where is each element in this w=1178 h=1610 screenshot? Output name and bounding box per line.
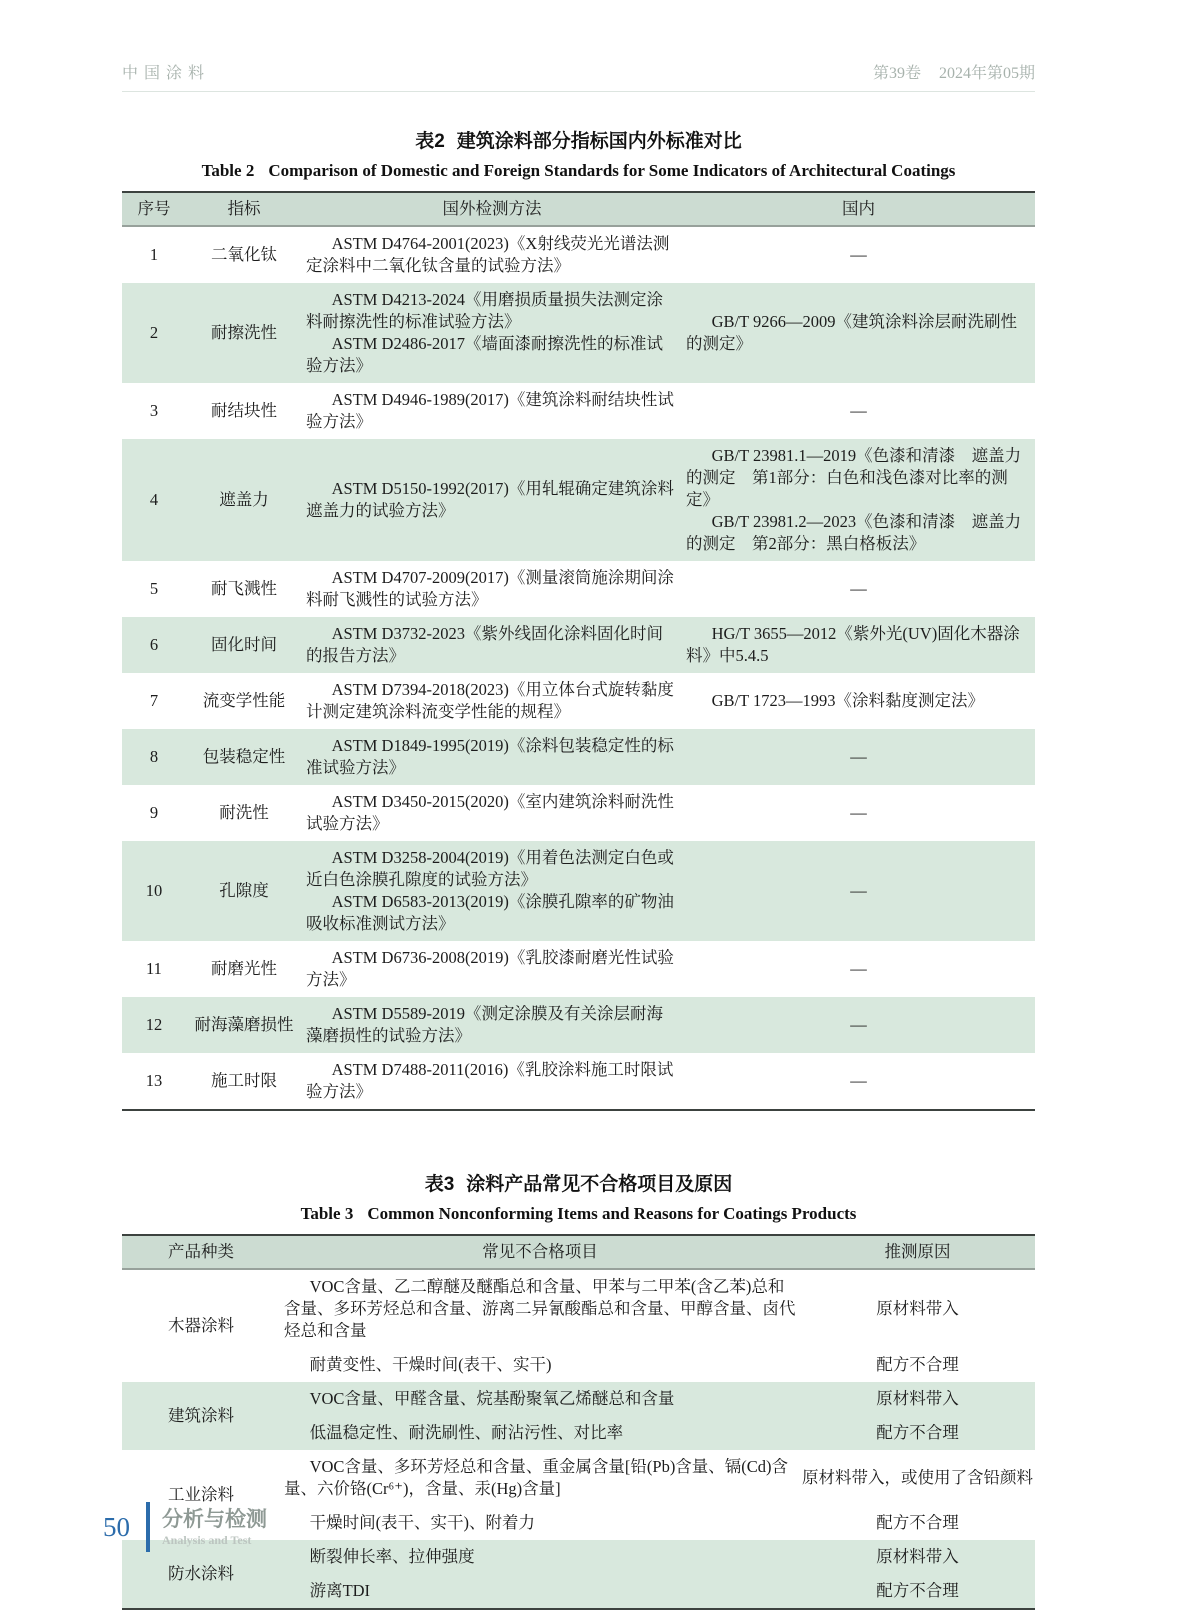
standard-method-text: 游离TDI — [309, 1581, 371, 1600]
serial-number-cell: 3 — [122, 383, 186, 439]
serial-number-cell: 2 — [122, 283, 186, 383]
foreign-method-cell — [302, 729, 682, 785]
foreign-method-cell — [302, 997, 682, 1053]
table-row — [122, 673, 1035, 729]
no-standard-dash: — — [850, 1015, 867, 1034]
indicator-cell: 耐擦洗性 — [186, 283, 302, 383]
col-header-domestic: 国内 — [682, 192, 1035, 226]
table-row — [122, 1382, 1035, 1416]
domestic-standard-cell — [682, 561, 1035, 617]
col-header-product-type: 产品种类 — [122, 1235, 280, 1269]
indicator-cell: 耐洗性 — [186, 785, 302, 841]
domestic-standard-cell — [682, 439, 1035, 561]
serial-number-cell: 11 — [122, 941, 186, 997]
standard-method-text: ASTM D5589-2019《测定涂膜及有关涂层耐海藻磨损性的试验方法》 — [306, 1004, 663, 1045]
table-row — [122, 617, 1035, 673]
table3-caption-zh: 涂料产品常见不合格项目及原因 — [466, 1174, 733, 1195]
no-standard-dash: — — [850, 579, 867, 598]
page-number: 50 — [103, 1511, 130, 1542]
footer-section — [162, 1507, 267, 1548]
table-row — [122, 439, 1035, 561]
standard-method-text: ASTM D7488-2011(2016)《乳胶涂料施工时限试验方法》 — [306, 1060, 674, 1101]
table2-caption-en: Comparison of Domestic and Foreign Standards for Some Indicators of Architectural Coatings — [268, 161, 956, 180]
domestic-standard-cell — [682, 997, 1035, 1053]
table-row — [122, 383, 1035, 439]
standard-method-text: ASTM D1849-1995(2019)《涂料包装稳定性的标准试验方法》 — [306, 736, 674, 777]
standard-method-text: ASTM D4946-1989(2017)《建筑涂料耐结块性试验方法》 — [306, 390, 674, 431]
domestic-standard-cell — [682, 1053, 1035, 1110]
standard-method-text: ASTM D4707-2009(2017)《测量滚筒施涂期间涂料耐飞溅性的试验方法》 — [306, 568, 674, 609]
domestic-standard-cell — [682, 729, 1035, 785]
presumed-reason-cell: 原材料带入 — [800, 1269, 1035, 1348]
table2-label-zh: 表2 — [415, 131, 445, 152]
no-standard-dash: — — [850, 959, 867, 978]
nonconforming-items-table — [122, 1234, 1035, 1610]
product-type-cell: 防水涂料 — [122, 1540, 280, 1609]
no-standard-dash: — — [850, 1071, 867, 1090]
serial-number-cell: 4 — [122, 439, 186, 561]
domestic-standard-cell — [682, 841, 1035, 941]
nonconforming-items-cell — [280, 1574, 800, 1609]
table3-body — [122, 1269, 1035, 1609]
issue-info — [859, 60, 1035, 83]
standard-method-text: ASTM D5150-1992(2017)《用轧辊确定建筑涂料遮盖力的试验方法》 — [306, 479, 674, 520]
serial-number-cell: 5 — [122, 561, 186, 617]
no-standard-dash: — — [850, 881, 867, 900]
table-row — [122, 561, 1035, 617]
nonconforming-items-cell — [280, 1450, 800, 1506]
standard-method-text: ASTM D3258-2004(2019)《用着色法测定白色或近白色涂膜孔隙度的试验方法》 — [306, 848, 674, 889]
standard-method-text: 耐黄变性、干燥时间(表干、实干) — [309, 1355, 552, 1374]
col-header-serial: 序号 — [122, 192, 186, 226]
no-standard-dash: — — [850, 803, 867, 822]
serial-number-cell: 8 — [122, 729, 186, 785]
serial-number-cell: 1 — [122, 226, 186, 283]
standard-method-text: GB/T 23981.2—2023《色漆和清漆 遮盖力的测定 第2部分：黑白格板法》 — [686, 512, 1022, 553]
table-row — [122, 729, 1035, 785]
domestic-standard-cell — [682, 617, 1035, 673]
foreign-method-cell — [302, 283, 682, 383]
table-row — [122, 283, 1035, 383]
presumed-reason-cell: 配方不合理 — [800, 1416, 1035, 1450]
table-row — [122, 1053, 1035, 1110]
presumed-reason-cell: 配方不合理 — [800, 1574, 1035, 1609]
table2-label-en: Table 2 — [201, 161, 255, 180]
presumed-reason-cell: 原材料带入 — [800, 1540, 1035, 1574]
standard-method-text: GB/T 9266—2009《建筑涂料涂层耐洗刷性的测定》 — [686, 312, 1017, 353]
serial-number-cell: 6 — [122, 617, 186, 673]
indicator-cell: 耐磨光性 — [186, 941, 302, 997]
table3-label-en: Table 3 — [300, 1204, 354, 1223]
journal-name: 中国涂料 — [122, 65, 211, 82]
page-footer — [103, 1502, 267, 1552]
indicator-cell: 遮盖力 — [186, 439, 302, 561]
indicator-cell: 施工时限 — [186, 1053, 302, 1110]
foreign-method-cell — [302, 439, 682, 561]
nonconforming-items-cell — [280, 1540, 800, 1574]
table2-header-row — [122, 192, 1035, 226]
footer-accent-bar — [146, 1502, 150, 1552]
domestic-standard-cell — [682, 226, 1035, 283]
standard-method-text: ASTM D2486-2017《墙面漆耐擦洗性的标准试验方法》 — [306, 334, 663, 375]
page-content — [122, 0, 1035, 1610]
table2-caption-zh: 建筑涂料部分指标国内外标准对比 — [456, 131, 742, 152]
table-row — [122, 941, 1035, 997]
indicator-cell: 固化时间 — [186, 617, 302, 673]
standard-method-text: ASTM D4764-2001(2023)《X射线荧光光谱法测定涂料中二氧化钛含量的试验方法》 — [306, 234, 670, 275]
table3-title-en — [122, 1204, 1035, 1224]
volume-label: 第39卷 — [872, 65, 921, 82]
foreign-method-cell — [302, 841, 682, 941]
standards-comparison-table — [122, 191, 1035, 1111]
foreign-method-cell — [302, 226, 682, 283]
foreign-method-cell — [302, 561, 682, 617]
col-header-foreign-method: 国外检测方法 — [302, 192, 682, 226]
standard-method-text: GB/T 1723—1993《涂料黏度测定法》 — [711, 691, 984, 710]
standard-method-text: VOC含量、多环芳烃总和含量、重金属含量[铅(Pb)含量、镉(Cd)含量、六价铬(Cr⁶⁺)，含量、汞(Hg)含量] — [284, 1457, 789, 1498]
footer-section-zh: 分析与检测 — [162, 1507, 267, 1531]
table-row — [122, 1269, 1035, 1348]
table-row — [122, 1450, 1035, 1506]
nonconforming-items-cell — [280, 1416, 800, 1450]
no-standard-dash: — — [850, 401, 867, 420]
standard-method-text: 干燥时间(表干、实干)、附着力 — [309, 1513, 536, 1532]
product-type-cell: 建筑涂料 — [122, 1382, 280, 1450]
standard-method-text: ASTM D3732-2023《紫外线固化涂料固化时间的报告方法》 — [306, 624, 663, 665]
standard-method-text: HG/T 3655—2012《紫外光(UV)固化木器涂料》中5.4.5 — [686, 624, 1020, 665]
table2-title-zh — [122, 126, 1035, 153]
issue-label: 2024年第05期 — [938, 65, 1035, 82]
col-header-indicator: 指标 — [186, 192, 302, 226]
table3-titles — [122, 1169, 1035, 1224]
indicator-cell: 耐飞溅性 — [186, 561, 302, 617]
standard-method-text: ASTM D6583-2013(2019)《涂膜孔隙率的矿物油吸收标准测试方法》 — [306, 892, 674, 933]
no-standard-dash: — — [850, 747, 867, 766]
table3-caption-en: Common Nonconforming Items and Reasons for Coatings Products — [367, 1204, 857, 1223]
foreign-method-cell — [302, 785, 682, 841]
nonconforming-items-cell — [280, 1348, 800, 1382]
serial-number-cell: 12 — [122, 997, 186, 1053]
indicator-cell: 二氧化钛 — [186, 226, 302, 283]
domestic-standard-cell — [682, 383, 1035, 439]
table-row — [122, 841, 1035, 941]
indicator-cell: 包装稳定性 — [186, 729, 302, 785]
indicator-cell: 孔隙度 — [186, 841, 302, 941]
standard-method-text: ASTM D7394-2018(2023)《用立体台式旋转黏度计测定建筑涂料流变学性能的规程》 — [306, 680, 674, 721]
footer-section-en: Analysis and Test — [162, 1532, 252, 1547]
indicator-cell: 耐海藻磨损性 — [186, 997, 302, 1053]
serial-number-cell: 10 — [122, 841, 186, 941]
table3-header-row — [122, 1235, 1035, 1269]
presumed-reason-cell: 原材料带入，或使用了含铅颜料 — [800, 1450, 1035, 1506]
domestic-standard-cell — [682, 941, 1035, 997]
table2-body — [122, 226, 1035, 1110]
foreign-method-cell — [302, 941, 682, 997]
presumed-reason-cell: 配方不合理 — [800, 1348, 1035, 1382]
standard-method-text: GB/T 23981.1—2019《色漆和清漆 遮盖力的测定 第1部分：白色和浅色漆对比率的测定》 — [686, 446, 1022, 509]
serial-number-cell: 7 — [122, 673, 186, 729]
standard-method-text: VOC含量、甲醛含量、烷基酚聚氧乙烯醚总和含量 — [309, 1389, 675, 1408]
presumed-reason-cell: 配方不合理 — [800, 1506, 1035, 1540]
standard-method-text: 断裂伸长率、拉伸强度 — [309, 1547, 475, 1566]
table3-title-zh — [122, 1169, 1035, 1196]
col-header-nonconforming-items: 常见不合格项目 — [280, 1235, 800, 1269]
table-row — [122, 226, 1035, 283]
standard-method-text: ASTM D6736-2008(2019)《乳胶漆耐磨光性试验方法》 — [306, 948, 674, 989]
standard-method-text: ASTM D4213-2024《用磨损质量损失法测定涂料耐擦洗性的标准试验方法》 — [306, 290, 663, 331]
standard-method-text: 低温稳定性、耐洗刷性、耐沾污性、对比率 — [309, 1423, 624, 1442]
serial-number-cell: 13 — [122, 1053, 186, 1110]
domestic-standard-cell — [682, 785, 1035, 841]
nonconforming-items-cell — [280, 1269, 800, 1348]
presumed-reason-cell: 原材料带入 — [800, 1382, 1035, 1416]
foreign-method-cell — [302, 673, 682, 729]
no-standard-dash: — — [850, 245, 867, 264]
product-type-cell: 工业涂料 — [122, 1450, 280, 1540]
product-type-cell: 木器涂料 — [122, 1269, 280, 1382]
standard-method-text: VOC含量、乙二醇醚及醚酯总和含量、甲苯与二甲苯(含乙苯)总和含量、多环芳烃总和含量、游离二异氰酸酯总和含量、甲醇含量、卤代烃总和含量 — [284, 1277, 796, 1340]
table-row — [122, 997, 1035, 1053]
indicator-cell: 流变学性能 — [186, 673, 302, 729]
domestic-standard-cell — [682, 283, 1035, 383]
table2-title-en — [122, 161, 1035, 181]
running-head — [122, 0, 1035, 92]
col-header-presumed-reason: 推测原因 — [800, 1235, 1035, 1269]
table-row — [122, 785, 1035, 841]
domestic-standard-cell — [682, 673, 1035, 729]
foreign-method-cell — [302, 1053, 682, 1110]
foreign-method-cell — [302, 617, 682, 673]
serial-number-cell: 9 — [122, 785, 186, 841]
nonconforming-items-cell — [280, 1382, 800, 1416]
foreign-method-cell — [302, 383, 682, 439]
indicator-cell: 耐结块性 — [186, 383, 302, 439]
standard-method-text: ASTM D3450-2015(2020)《室内建筑涂料耐洗性试验方法》 — [306, 792, 674, 833]
nonconforming-items-cell — [280, 1506, 800, 1540]
table3-label-zh: 表3 — [424, 1174, 455, 1195]
